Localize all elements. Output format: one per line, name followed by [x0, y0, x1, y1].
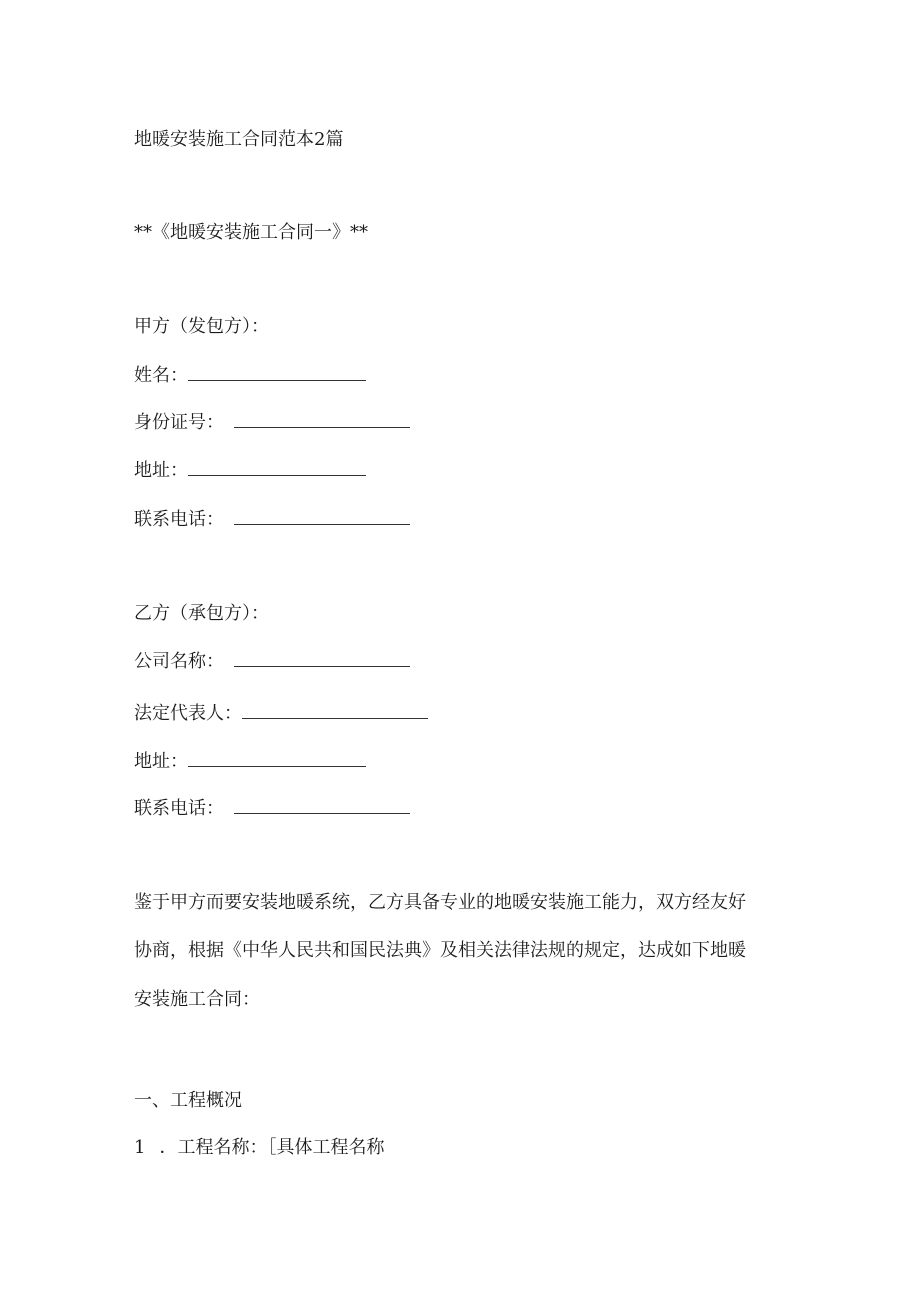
- party-a-phone-field: [134, 508, 410, 532]
- section-heading: 一、工程概况: [134, 1090, 242, 1111]
- fill-in-blank: [188, 364, 366, 381]
- field-label: 联系电话：: [134, 509, 224, 530]
- field-label: 地址：: [134, 460, 188, 481]
- party-a-heading: 甲方（发包方）：: [134, 316, 269, 337]
- fill-in-blank: [234, 650, 410, 667]
- paragraph-line: 鉴于甲方而要安装地暖系统，乙方具备专业的地暖安装施工能力，双方经友好: [134, 892, 746, 913]
- party-b-address-field: [134, 750, 366, 774]
- fill-in-blank: [234, 508, 410, 525]
- document-title: 地暖安装施工合同范本2篇: [134, 129, 344, 150]
- party-b-representative-field: [134, 702, 428, 726]
- field-label: 联系电话：: [134, 798, 224, 819]
- item-number: 1: [134, 1137, 146, 1158]
- fill-in-blank: [234, 797, 410, 814]
- field-label: 公司名称：: [134, 651, 224, 672]
- party-a-name-field: [134, 364, 366, 388]
- item-text: ．工程名称：［具体工程名称: [159, 1137, 385, 1158]
- party-b-phone-field: [134, 797, 410, 821]
- paragraph-line: 安装施工合同：: [134, 989, 260, 1010]
- party-a-address-field: [134, 459, 366, 483]
- party-a-id-field: [134, 411, 410, 435]
- paragraph-line: 协商，根据《中华人民共和国民法典》及相关法律法规的规定，达成如下地暖: [134, 940, 746, 961]
- field-label: 身份证号：: [134, 412, 224, 433]
- fill-in-blank: [242, 702, 428, 719]
- field-label: 姓名：: [134, 365, 188, 386]
- fill-in-blank: [234, 411, 410, 428]
- fill-in-blank: [188, 750, 366, 767]
- fill-in-blank: [188, 459, 366, 476]
- field-label: 法定代表人：: [134, 703, 242, 724]
- field-label: 地址：: [134, 751, 188, 772]
- list-item: [134, 1136, 384, 1160]
- party-b-heading: 乙方（承包方）：: [134, 603, 269, 624]
- party-b-company-field: [134, 650, 410, 674]
- contract-subtitle: **《地暖安装施工合同一》**: [134, 222, 368, 243]
